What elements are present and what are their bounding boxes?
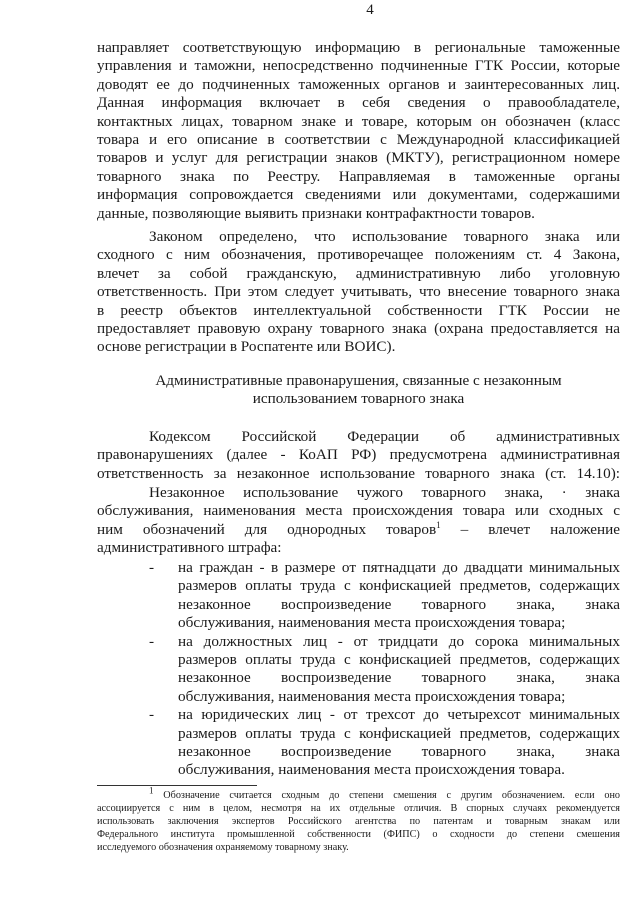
text-line: данные, позволяющие выявить признаки контрафактности товаров. [97, 204, 535, 222]
text-fragment: ним обозначений для однородных товаров [97, 520, 437, 538]
list-item [97, 633, 620, 707]
text-line: ответственность за незаконное использование товарного знака (ст. 14.10): [97, 464, 620, 482]
text-line: товаров и услуг для регистрации знаков (МКТУ), регистрационном номере [97, 149, 620, 167]
text-line: доводят ее до подчиненных таможенных органов и заинтересованных лиц. [97, 75, 620, 93]
text-line: использовать заключения экспертов Российского агентства по патентам и товарным знакам или [97, 816, 620, 827]
text-line: правонарушениях (далее - КоАП РФ) предусмотрена административная [97, 446, 620, 464]
text-line: использованием товарного знака [252, 390, 465, 408]
text-line: на юридических лиц - от трехсот до четырехсот минимальных [178, 706, 620, 724]
text-line: направляет соответствующую информацию в региональные таможенные [97, 39, 620, 56]
paragraph-customs-info [97, 39, 620, 223]
text-line: размеров оплаты труда с конфискацией предметов, содержащих [178, 577, 620, 595]
text-line: управления и таможни, непосредственно подчиненные ГТК России, которые [97, 57, 620, 75]
text-line: Незаконное использование чужого товарного знака, · знака [149, 484, 620, 501]
paragraph-law-liability [97, 228, 620, 357]
text-line: незаконное воспроизведение товарного знака, знака [178, 742, 620, 760]
footnote-reference[interactable]: 1 [436, 519, 441, 530]
list-dash: - [149, 706, 155, 724]
text-line: незаконное воспроизведение товарного знака, знака [178, 669, 620, 687]
text-line: Кодексом Российской Федерации об административных [149, 428, 620, 445]
text-line: исследуемого обозначения охраняемому товарному знаку. [97, 842, 349, 853]
text-line [97, 785, 621, 802]
footnote-divider [97, 785, 257, 786]
text-line: обслуживания, наименования места происхождения товара; [178, 687, 566, 705]
list-dash: - [149, 632, 155, 650]
footnote-mark: 1 [149, 785, 154, 796]
footnote [97, 785, 621, 854]
text-line: ассоциируется с ним в целом, несмотря на их отдельные отличия. В спорных случаях рекомендуется [97, 803, 620, 814]
paragraph-illegal-use [97, 484, 620, 558]
text-line: товарного знака по Реестру. Направляемая в таможенные органы [97, 167, 620, 185]
paragraph-koap [97, 428, 620, 483]
text-line: основе регистрации в Роспатенте или ВОИС). [97, 338, 396, 356]
text-line: товара и его описание в соответствии с Международной классификацией [97, 130, 620, 148]
text-line: административного штрафа: [97, 539, 282, 557]
text-line: Данная информация включает в себя сведения о правообладателе, [97, 94, 620, 112]
text-line: контактных лицах, товарном знаке и товаре, которым он обозначен (класс [97, 112, 620, 130]
text-line: обслуживания, наименования места происхождения товара. [178, 761, 565, 779]
text-line: в реестр объектов интеллектуальной собственности ГТК России не [97, 301, 620, 319]
text-line: незаконное воспроизведение товарного знака, знака [178, 595, 620, 613]
penalty-list [97, 559, 620, 780]
text-line: обслуживания, наименования места происхождения товара или сходных с [97, 502, 620, 520]
text-line: Законом определено, что использование товарного знака или [149, 228, 620, 245]
page-number: 4 [366, 2, 374, 18]
list-dash: - [149, 559, 155, 576]
section-heading [97, 372, 620, 409]
text-line [97, 521, 620, 539]
text-line: влечет за собой гражданскую, административную либо уголовную [97, 264, 620, 282]
text-line: на должностных лиц - от тридцати до сорока минимальных [178, 632, 620, 650]
text-line: сходного с ним обозначения, противоречащее положениям ст. 4 Закона, [97, 246, 620, 264]
list-item [97, 559, 620, 633]
text-line: ответственность. При этом следует учитывать, что внесение товарного знака [97, 283, 620, 301]
text-line: на граждан - в размере от пятнадцати до двадцати минимальных [178, 559, 620, 576]
text-line: Федерального института промышленной собственности (ФИПС) о сходности до степени смешения [97, 829, 620, 840]
text-line: информация сопровождается сведениями или документами, содержашими [97, 186, 620, 204]
list-item [97, 706, 620, 780]
text-fragment: Обозначение считается сходным до степени смешения с другим обозначением. если оно [163, 790, 621, 801]
text-line: размеров оплаты труда с конфискацией предметов, содержащих [178, 650, 620, 668]
text-line: предоставляет правовую охрану товарного знака (охрана предоставляется на [97, 319, 620, 337]
text-line: размеров оплаты труда с конфискацией предметов, содержащих [178, 724, 620, 742]
text-line: обслуживания, наименования места происхождения товара; [178, 614, 566, 632]
text-line: Административные правонарушения, связанные с незаконным [155, 372, 562, 389]
text-fragment: – влечет наложение [440, 520, 620, 538]
